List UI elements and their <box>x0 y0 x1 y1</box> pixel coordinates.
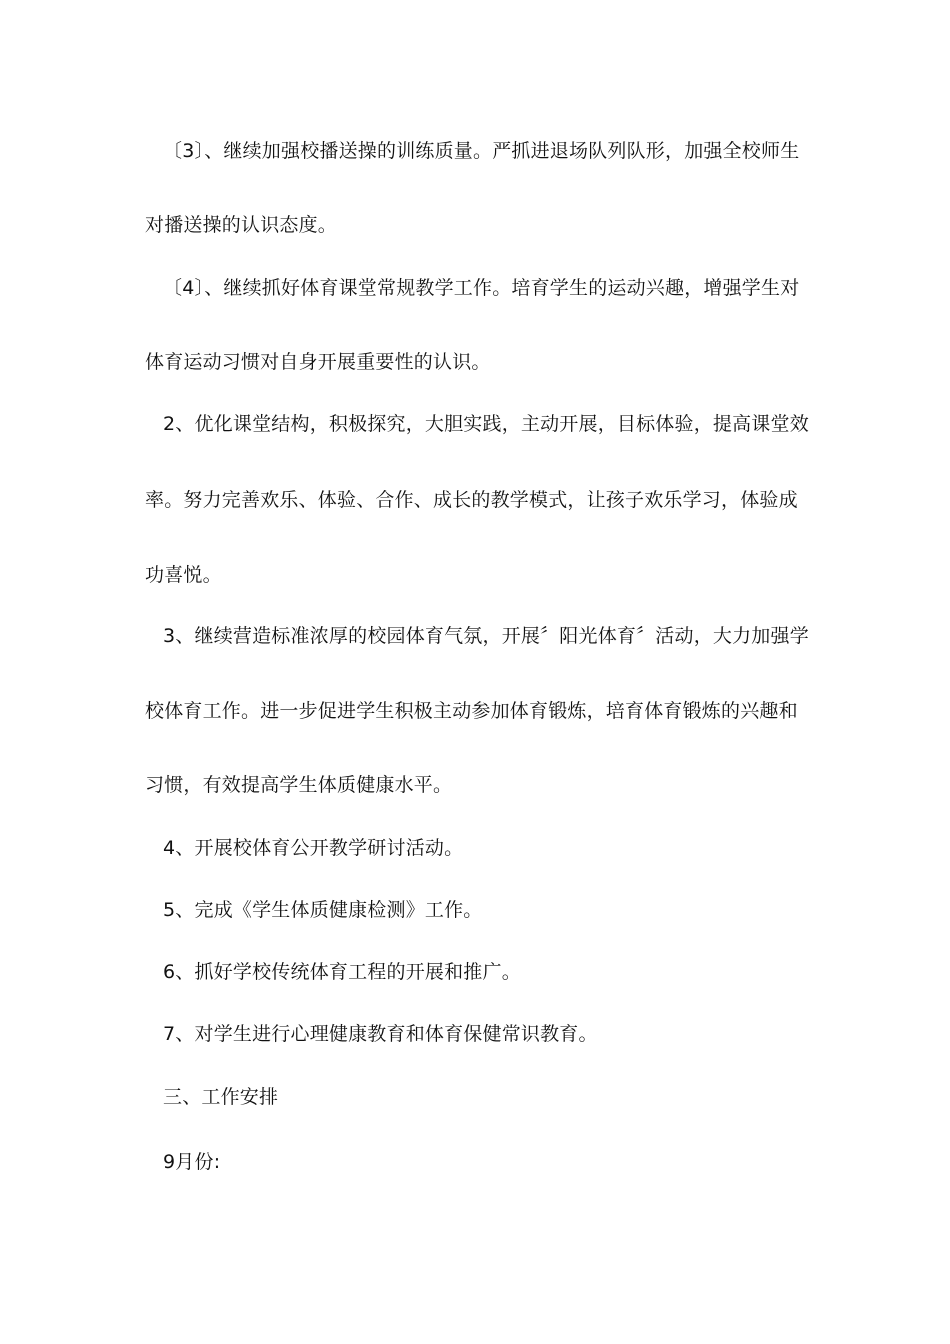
paragraph-point-7: 7、对学生进行心理健康教育和体育保健常识教育。 <box>163 1023 598 1045</box>
paragraph-item-4-line-1: 〔4〕、继续抓好体育课堂常规教学工作。培育学生的运动兴趣，增强学生对 <box>163 277 800 299</box>
paragraph-item-3-line-1: 〔3〕、继续加强校播送操的训练质量。严抓进退场队列队形，加强全校师生 <box>163 140 800 162</box>
section-heading-work-arrangement: 三、工作安排 <box>163 1086 279 1108</box>
paragraph-point-3-line-1: 3、继续营造标准浓厚的校园体育气氛，开展〞阳光体育〞活动，大力加强学 <box>163 625 809 647</box>
paragraph-point-2-line-1: 2、优化课堂结构，积极探究，大胆实践，主动开展，目标体验，提高课堂效 <box>163 413 809 435</box>
month-heading-september: 9月份: <box>163 1151 221 1173</box>
paragraph-point-2-line-2: 率。努力完善欢乐、体验、合作、成长的教学模式，让孩子欢乐学习，体验成 <box>145 489 798 511</box>
paragraph-point-2-line-3: 功喜悦。 <box>145 564 222 586</box>
paragraph-point-3-line-3: 习惯，有效提高学生体质健康水平。 <box>145 774 453 796</box>
paragraph-point-3-line-2: 校体育工作。进一步促进学生积极主动参加体育锻炼，培育体育锻炼的兴趣和 <box>145 700 798 722</box>
paragraph-item-3-line-2: 对播送操的认识态度。 <box>145 214 338 236</box>
paragraph-point-4: 4、开展校体育公开教学研讨活动。 <box>163 837 464 859</box>
paragraph-point-5: 5、完成《学生体质健康检测》工作。 <box>163 899 483 921</box>
paragraph-item-4-line-2: 体育运动习惯对自身开展重要性的认识。 <box>145 351 491 373</box>
paragraph-point-6: 6、抓好学校传统体育工程的开展和推广。 <box>163 961 521 983</box>
